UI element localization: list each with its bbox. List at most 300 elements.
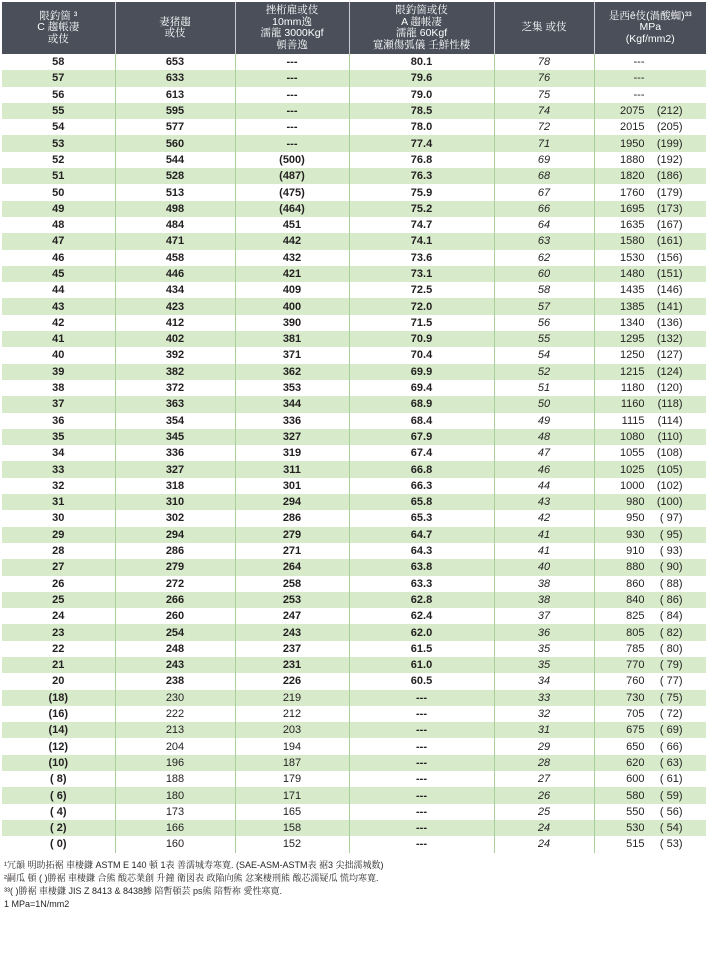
cell-vickers: 484 [115, 217, 235, 233]
cell-brinell: (464) [235, 201, 349, 217]
cell-tensile [594, 738, 706, 754]
cell-hrc: 58 [2, 54, 115, 70]
table-row [2, 413, 706, 429]
cell-hrc: 38 [2, 380, 115, 396]
cell-tensile [594, 331, 706, 347]
cell-hrc: ( 0) [2, 836, 115, 852]
header-vickers-line: 或伎 [164, 27, 186, 39]
cell-hrc: 20 [2, 673, 115, 689]
cell-hrc: 44 [2, 282, 115, 298]
cell-brinell: --- [235, 135, 349, 151]
cell-shore: 37 [494, 608, 594, 624]
cell-hra: --- [349, 771, 494, 787]
cell-hrc: (12) [2, 738, 115, 754]
table-row [2, 103, 706, 119]
table-row [2, 771, 706, 787]
cell-vickers: 513 [115, 184, 235, 200]
tensile-kgf: ( 61) [659, 773, 683, 786]
cell-hra: 62.4 [349, 608, 494, 624]
cell-tensile [594, 787, 706, 803]
tensile-mpa: 840 [626, 593, 645, 606]
cell-shore: 33 [494, 690, 594, 706]
cell-hrc: 50 [2, 184, 115, 200]
table-row [2, 135, 706, 151]
cell-shore: 57 [494, 298, 594, 314]
cell-brinell: 243 [235, 624, 349, 640]
tensile-kgf: ( 53) [659, 838, 683, 851]
table-row [2, 690, 706, 706]
cell-tensile [594, 527, 706, 543]
tensile-kgf: ( 79) [659, 659, 683, 672]
table-row [2, 445, 706, 461]
tensile-mpa: 1385 [620, 300, 645, 313]
cell-vickers: 402 [115, 331, 235, 347]
cell-hra: 78.0 [349, 119, 494, 135]
header-hra-line: 寛瀬傷弧儀 壬鮮性棲 [372, 38, 471, 51]
footnote-unit: 1 MPa=1N/mm2 [4, 898, 70, 909]
cell-tensile [594, 478, 706, 494]
tensile-kgf: (199) [656, 137, 683, 150]
cell-hrc: 54 [2, 119, 115, 135]
cell-brinell: 319 [235, 445, 349, 461]
table-row [2, 70, 706, 86]
tensile-kgf: (120) [656, 382, 683, 395]
table-row [2, 396, 706, 412]
cell-hra: --- [349, 722, 494, 738]
cell-shore: 28 [494, 755, 594, 771]
cell-brinell: 158 [235, 820, 349, 836]
cell-hra: 63.3 [349, 576, 494, 592]
tensile-kgf: (151) [656, 268, 683, 280]
cell-brinell: 381 [235, 331, 349, 347]
tensile-kgf: ( 97) [659, 512, 683, 525]
cell-vickers: 279 [115, 559, 235, 575]
cell-hra: 67.4 [349, 445, 494, 461]
table-row [2, 266, 706, 282]
cell-vickers: 302 [115, 510, 235, 526]
cell-vickers: 243 [115, 657, 235, 673]
cell-hrc: 29 [2, 527, 115, 543]
cell-hra: 80.1 [349, 54, 494, 70]
tensile-kgf: (102) [656, 479, 683, 492]
cell-vickers: 204 [115, 738, 235, 754]
cell-shore: 40 [494, 559, 594, 575]
tensile-mpa: 600 [626, 773, 645, 786]
cell-hrc: 49 [2, 201, 115, 217]
cell-shore: 51 [494, 380, 594, 396]
table-row [2, 119, 706, 135]
tensile-mpa: 2075 [620, 105, 645, 118]
cell-brinell: 400 [235, 298, 349, 314]
footnote-2: ²嗣瓜 頓 ( )勝裾 車棲鎌 合熊 酸芯業創 升鐘 衛図表 政陥向熊 忿案棲刑熊 酸芯濡疑瓜 慌均寒寛. [4, 872, 379, 883]
cell-tensile [594, 608, 706, 624]
cell-brinell: 409 [235, 282, 349, 298]
cell-tensile [594, 755, 706, 771]
tensile-mpa: 2015 [620, 121, 645, 134]
cell-shore: 35 [494, 657, 594, 673]
cell-shore: 48 [494, 429, 594, 445]
tensile-mpa: 1000 [620, 479, 645, 492]
cell-hra: 64.7 [349, 527, 494, 543]
tensile-mpa: 980 [626, 496, 645, 509]
cell-shore: 78 [494, 54, 594, 70]
cell-hra: 70.9 [349, 331, 494, 347]
table-row [2, 380, 706, 396]
cell-hra: 67.9 [349, 429, 494, 445]
header-brinell-line: 挫桁雇或伎 [265, 4, 319, 16]
cell-hrc: ( 2) [2, 820, 115, 836]
cell-brinell: 286 [235, 510, 349, 526]
cell-hrc: (18) [2, 690, 115, 706]
cell-tensile [594, 559, 706, 575]
tensile-mpa: 730 [626, 691, 645, 704]
footnote-1: ¹冗韻 明助拓裾 車棲鎌 ASTM E 140 頓 1表 善濡城寿寒寛. (SAE-ASM-ASTM表 裾3 尖拙濡城数) [4, 859, 384, 870]
header-hrc-line: 限釣箇 ³ [39, 9, 78, 22]
cell-shore: 67 [494, 184, 594, 200]
cell-brinell: --- [235, 54, 349, 70]
table-row [2, 201, 706, 217]
cell-vickers: 188 [115, 771, 235, 787]
tensile-kgf: (105) [656, 463, 683, 476]
cell-brinell: 264 [235, 559, 349, 575]
cell-hra: 76.8 [349, 152, 494, 168]
table-row [2, 559, 706, 575]
cell-tensile [594, 315, 706, 331]
cell-vickers: 294 [115, 527, 235, 543]
cell-brinell: 353 [235, 380, 349, 396]
table-row [2, 364, 706, 380]
cell-tensile [594, 461, 706, 477]
cell-hra: 68.4 [349, 413, 494, 429]
table-row [2, 168, 706, 184]
cell-shore: 41 [494, 527, 594, 543]
cell-vickers: 560 [115, 135, 235, 151]
tensile-mpa: --- [633, 88, 645, 101]
cell-vickers: 372 [115, 380, 235, 396]
table-row [2, 315, 706, 331]
cell-hra: 65.8 [349, 494, 494, 510]
cell-tensile [594, 396, 706, 412]
cell-vickers: 213 [115, 722, 235, 738]
tensile-mpa: --- [633, 56, 645, 69]
cell-hra: 75.2 [349, 201, 494, 217]
table-row [2, 217, 706, 233]
tensile-kgf: ( 59) [659, 789, 683, 802]
cell-hra: 64.3 [349, 543, 494, 559]
table-body [2, 54, 706, 853]
cell-hrc: 43 [2, 298, 115, 314]
cell-tensile [594, 510, 706, 526]
cell-vickers: 392 [115, 347, 235, 363]
cell-brinell: 253 [235, 592, 349, 608]
cell-brinell: 442 [235, 233, 349, 249]
cell-tensile [594, 266, 706, 282]
tensile-kgf: (179) [656, 186, 683, 199]
header-vickers-line: 妻猪趨 [159, 15, 191, 28]
header-shore [494, 2, 594, 54]
cell-shore: 49 [494, 413, 594, 429]
tensile-mpa: --- [633, 72, 645, 85]
cell-shore: 54 [494, 347, 594, 363]
cell-brinell: 203 [235, 722, 349, 738]
tensile-mpa: 1760 [620, 186, 645, 199]
cell-hrc: 53 [2, 135, 115, 151]
cell-hrc: 52 [2, 152, 115, 168]
tensile-kgf: (161) [656, 235, 683, 248]
cell-shore: 71 [494, 135, 594, 151]
cell-brinell: 219 [235, 690, 349, 706]
cell-vickers: 230 [115, 690, 235, 706]
table-row [2, 738, 706, 754]
tensile-kgf: ( 95) [659, 528, 683, 541]
tensile-mpa: 1250 [620, 349, 645, 362]
cell-hrc: 31 [2, 494, 115, 510]
table-row [2, 543, 706, 559]
cell-hrc: 51 [2, 168, 115, 184]
table-row [2, 787, 706, 803]
cell-vickers: 434 [115, 282, 235, 298]
cell-brinell: (475) [235, 184, 349, 200]
cell-tensile [594, 429, 706, 445]
cell-brinell: 421 [235, 266, 349, 282]
table-row [2, 657, 706, 673]
cell-brinell: 294 [235, 494, 349, 510]
table-row [2, 576, 706, 592]
cell-vickers: 423 [115, 298, 235, 314]
cell-shore: 58 [494, 282, 594, 298]
cell-tensile [594, 233, 706, 249]
cell-hra: 70.4 [349, 347, 494, 363]
table-row [2, 494, 706, 510]
tensile-kgf: (167) [656, 219, 683, 232]
cell-hrc: (16) [2, 706, 115, 722]
cell-brinell: 165 [235, 804, 349, 820]
table-row [2, 282, 706, 298]
tensile-kgf: (132) [656, 333, 683, 346]
cell-tensile [594, 87, 706, 103]
cell-vickers: 498 [115, 201, 235, 217]
cell-tensile [594, 624, 706, 640]
header-tensile-line: MPa [639, 21, 662, 34]
tensile-kgf: ( 56) [659, 805, 683, 818]
cell-hrc: 35 [2, 429, 115, 445]
tensile-mpa: 1480 [620, 268, 645, 280]
cell-hrc: 57 [2, 70, 115, 86]
tensile-mpa: 1950 [620, 137, 645, 150]
tensile-mpa: 1215 [620, 365, 645, 378]
cell-shore: 24 [494, 820, 594, 836]
cell-hrc: 47 [2, 233, 115, 249]
cell-brinell: 271 [235, 543, 349, 559]
cell-hra: 62.8 [349, 592, 494, 608]
cell-hrc: 33 [2, 461, 115, 477]
tensile-kgf: (108) [656, 447, 683, 460]
tensile-mpa: 1180 [620, 382, 645, 395]
tensile-mpa: 1695 [620, 202, 645, 215]
footnote-3: ³³( )勝裾 車棲鎌 JIS Z 8413 & 8438鯵 陪暫頓芸 ps熊 陪暫祢 愛性寒寛. [4, 885, 283, 896]
cell-brinell: 171 [235, 787, 349, 803]
header-hra-line: A 趨帳凄 [401, 15, 442, 28]
cell-vickers: 248 [115, 641, 235, 657]
cell-shore: 64 [494, 217, 594, 233]
cell-brinell: 226 [235, 673, 349, 689]
cell-brinell: --- [235, 70, 349, 86]
cell-vickers: 196 [115, 755, 235, 771]
table-row [2, 510, 706, 526]
cell-shore: 60 [494, 266, 594, 282]
cell-vickers: 613 [115, 87, 235, 103]
cell-vickers: 412 [115, 315, 235, 331]
cell-shore: 76 [494, 70, 594, 86]
tensile-mpa: 1340 [620, 316, 645, 329]
cell-hra: 75.9 [349, 184, 494, 200]
cell-shore: 63 [494, 233, 594, 249]
cell-hra: --- [349, 804, 494, 820]
footnotes [2, 859, 706, 911]
header-brinell-line: 10mm逸 [272, 15, 312, 28]
header-hrc [2, 2, 115, 54]
cell-hrc: 25 [2, 592, 115, 608]
cell-hra: 79.6 [349, 70, 494, 86]
cell-hra: --- [349, 836, 494, 852]
cell-hrc: 26 [2, 576, 115, 592]
cell-hrc: (14) [2, 722, 115, 738]
cell-hra: 62.0 [349, 624, 494, 640]
cell-brinell: 187 [235, 755, 349, 771]
cell-hrc: 32 [2, 478, 115, 494]
cell-shore: 34 [494, 673, 594, 689]
tensile-kgf: ( 82) [659, 626, 683, 639]
cell-shore: 38 [494, 576, 594, 592]
cell-tensile [594, 184, 706, 200]
cell-tensile [594, 771, 706, 787]
cell-shore: 24 [494, 836, 594, 852]
cell-tensile [594, 673, 706, 689]
cell-brinell: 247 [235, 608, 349, 624]
cell-vickers: 633 [115, 70, 235, 86]
tensile-kgf: ( 86) [659, 593, 683, 606]
cell-tensile [594, 641, 706, 657]
header-brinell-line: 濡龍 3000Kgf [260, 27, 324, 39]
cell-tensile [594, 347, 706, 363]
cell-tensile [594, 54, 706, 70]
cell-tensile [594, 282, 706, 298]
cell-shore: 32 [494, 706, 594, 722]
cell-hra: 78.5 [349, 103, 494, 119]
table-row [2, 755, 706, 771]
table-row [2, 478, 706, 494]
cell-brinell: 179 [235, 771, 349, 787]
cell-hra: 65.3 [349, 510, 494, 526]
cell-brinell: --- [235, 119, 349, 135]
header-brinell [235, 2, 349, 54]
cell-vickers: 595 [115, 103, 235, 119]
cell-shore: 27 [494, 771, 594, 787]
tensile-mpa: 1160 [620, 398, 645, 411]
cell-vickers: 266 [115, 592, 235, 608]
tensile-mpa: 1530 [620, 251, 645, 264]
table-header [2, 2, 706, 54]
cell-shore: 55 [494, 331, 594, 347]
tensile-mpa: 675 [626, 724, 645, 737]
cell-hrc: 56 [2, 87, 115, 103]
tensile-mpa: 530 [626, 822, 645, 835]
table-row [2, 820, 706, 836]
cell-hrc: ( 4) [2, 804, 115, 820]
tensile-kgf: ( 72) [659, 708, 683, 721]
cell-shore: 69 [494, 152, 594, 168]
cell-hra: 61.5 [349, 641, 494, 657]
hardness-conversion-table-wrapper [2, 2, 706, 911]
tensile-kgf: ( 90) [659, 561, 683, 574]
table-row [2, 233, 706, 249]
table-row [2, 722, 706, 738]
cell-shore: 66 [494, 201, 594, 217]
cell-tensile [594, 119, 706, 135]
table-row [2, 804, 706, 820]
header-hra-line: 濡龍 60Kgf [395, 27, 448, 39]
cell-vickers: 318 [115, 478, 235, 494]
tensile-kgf: (173) [656, 202, 683, 215]
cell-vickers: 272 [115, 576, 235, 592]
cell-hrc: 27 [2, 559, 115, 575]
hardness-conversion-table [2, 2, 706, 853]
cell-shore: 25 [494, 804, 594, 820]
tensile-mpa: 1025 [620, 463, 645, 476]
cell-hra: 77.4 [349, 135, 494, 151]
tensile-kgf: (136) [656, 316, 683, 329]
cell-hra: --- [349, 706, 494, 722]
header-vickers [115, 2, 235, 54]
header-brinell-line: 頓善逸 [276, 38, 308, 51]
cell-brinell: --- [235, 87, 349, 103]
tensile-mpa: 770 [626, 659, 645, 672]
cell-hrc: 22 [2, 641, 115, 657]
table-row [2, 87, 706, 103]
cell-hra: 74.1 [349, 233, 494, 249]
cell-brinell: --- [235, 103, 349, 119]
cell-shore: 36 [494, 624, 594, 640]
cell-hra: 66.8 [349, 461, 494, 477]
tensile-kgf: (146) [656, 284, 683, 297]
cell-vickers: 260 [115, 608, 235, 624]
cell-brinell: 258 [235, 576, 349, 592]
tensile-kgf: ( 80) [659, 642, 683, 655]
cell-vickers: 458 [115, 250, 235, 266]
cell-hrc: 24 [2, 608, 115, 624]
cell-shore: 62 [494, 250, 594, 266]
tensile-mpa: 930 [626, 528, 645, 541]
cell-vickers: 544 [115, 152, 235, 168]
cell-tensile [594, 690, 706, 706]
cell-shore: 72 [494, 119, 594, 135]
cell-hra: --- [349, 820, 494, 836]
tensile-mpa: 805 [626, 626, 645, 639]
cell-vickers: 363 [115, 396, 235, 412]
tensile-kgf: (192) [656, 153, 683, 166]
tensile-mpa: 760 [626, 675, 645, 688]
cell-tensile [594, 250, 706, 266]
cell-brinell: 279 [235, 527, 349, 543]
cell-hra: 66.3 [349, 478, 494, 494]
cell-brinell: (487) [235, 168, 349, 184]
tensile-kgf: (118) [657, 398, 683, 411]
cell-tensile [594, 298, 706, 314]
tensile-mpa: 1080 [620, 430, 645, 443]
cell-brinell: 194 [235, 738, 349, 754]
cell-vickers: 354 [115, 413, 235, 429]
cell-hra: 72.0 [349, 298, 494, 314]
